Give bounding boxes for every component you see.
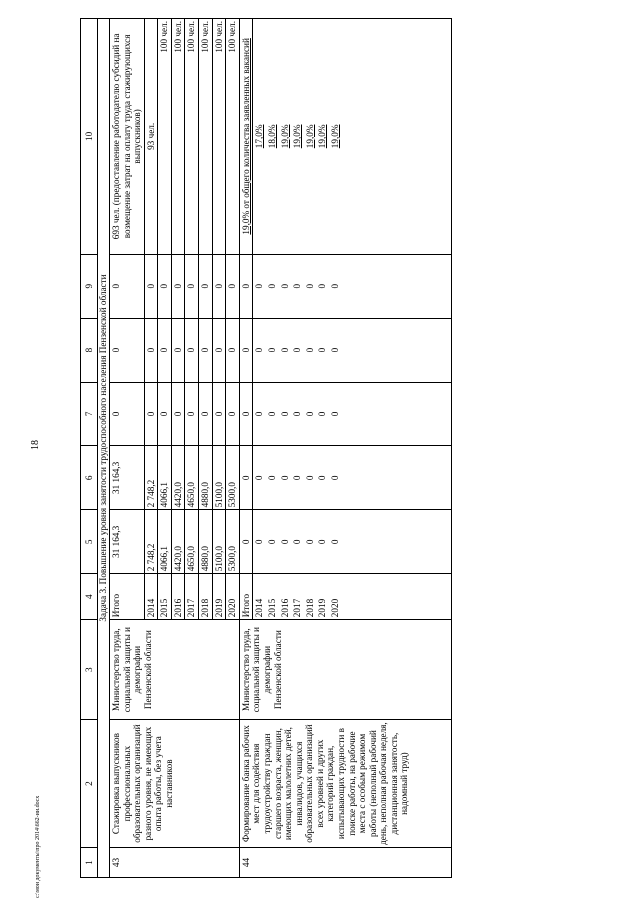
municipal-cell: 0 [329,318,452,382]
other-cell: 0 [239,254,253,318]
total-cell: 4420,0 [171,510,185,574]
indicator-cell: 100 чел. [158,19,172,255]
municipal-cell: 0 [304,318,317,382]
indicator-cell: 17,0% [253,19,266,255]
regional-cell: 4650,0 [185,446,199,510]
total-cell: 0 [304,510,317,574]
executor: Министерство труда, социальной защиты и демографии Пензенской области [239,620,451,720]
regional-cell: 0 [253,446,266,510]
municipal-cell: 0 [279,318,292,382]
federal-cell: 0 [144,382,158,446]
year-cell: Итого [110,574,145,620]
indicator-cell: 100 чел. [212,19,226,255]
other-cell: 0 [291,254,304,318]
other-cell: 0 [316,254,329,318]
regional-cell: 5300,0 [226,446,240,510]
year-cell: 2019 [212,574,226,620]
municipal-cell: 0 [185,318,199,382]
municipal-cell: 0 [110,318,145,382]
other-cell: 0 [171,254,185,318]
federal-cell: 0 [279,382,292,446]
indicator-cell: 100 чел. [226,19,240,255]
municipal-cell: 0 [316,318,329,382]
regional-cell: 4880,0 [199,446,213,510]
column-header: 2 [81,720,98,848]
indicator-cell: 18,0% [266,19,279,255]
federal-cell: 0 [212,382,226,446]
indicator-cell: 93 чел. [144,19,158,255]
regional-cell: 0 [239,446,253,510]
indicator-cell: 100 чел. [185,19,199,255]
indicator-cell: 19,0% [279,19,292,255]
federal-cell: 0 [226,382,240,446]
municipal-cell: 0 [171,318,185,382]
year-cell: 2017 [185,574,199,620]
regional-cell: 0 [329,446,452,510]
indicator-cell: 19,0% [316,19,329,255]
federal-cell: 0 [110,382,145,446]
page-number: 18 [30,440,41,450]
regional-cell: 5100,0 [212,446,226,510]
column-header: 4 [81,574,98,620]
year-cell: 2015 [266,574,279,620]
total-cell: 4650,0 [185,510,199,574]
regional-cell: 4420,0 [171,446,185,510]
item-number: 44 [239,848,451,878]
indicator-cell: 100 чел. [171,19,185,255]
other-cell: 0 [253,254,266,318]
municipal-cell: 0 [266,318,279,382]
federal-cell: 0 [266,382,279,446]
table-row [110,19,145,878]
total-cell: 0 [253,510,266,574]
municipal-cell: 0 [212,318,226,382]
item-number: 43 [110,848,240,878]
total-cell: 0 [266,510,279,574]
federal-cell: 0 [304,382,317,446]
table-row [239,19,253,878]
year-cell: 2015 [158,574,172,620]
regional-cell: 4066,1 [158,446,172,510]
other-cell: 0 [158,254,172,318]
regional-cell: 0 [316,446,329,510]
year-cell: 2016 [171,574,185,620]
column-header: 7 [81,382,98,446]
indicator-cell: 19,0% от общего количества заявленных вакансий [239,19,253,255]
other-cell: 0 [266,254,279,318]
column-header: 9 [81,254,98,318]
municipal-cell: 0 [291,318,304,382]
program-activities-table [80,18,452,878]
total-cell: 31 164,3 [110,510,145,574]
column-header: 1 [81,848,98,878]
activity-name: Формирование банка рабочих мест для содействия трудоустройству граждан старшего возраста, женщин, имеющих малолетних детей, инвалидов, учащихся образовательных организаций всех уровней и других категорий граждан, испытывающих трудности в поиске работы, на рабочие места с особым режимом работы (неполный рабочий день, неполная рабочая неделя, дистанционная занятость, надомный труд) [239,720,451,848]
federal-cell: 0 [239,382,253,446]
total-cell: 5300,0 [226,510,240,574]
year-cell: 2020 [226,574,240,620]
total-cell: 0 [279,510,292,574]
regional-cell: 0 [266,446,279,510]
other-cell: 0 [329,254,452,318]
indicator-cell: 19,0% [329,19,452,255]
federal-cell: 0 [291,382,304,446]
indicator-cell: 19,0% [304,19,317,255]
federal-cell: 0 [199,382,213,446]
total-cell: 4880,0 [199,510,213,574]
total-cell: 4066,1 [158,510,172,574]
year-cell: 2018 [304,574,317,620]
column-header: 8 [81,318,98,382]
year-cell: 2016 [279,574,292,620]
executor: Министерство труда, социальной защиты и демографии Пензенской области [110,620,240,720]
municipal-cell: 0 [158,318,172,382]
indicator-cell: 100 чел. [199,19,213,255]
other-cell: 0 [199,254,213,318]
federal-cell: 0 [185,382,199,446]
task-header: Задача 3. Повышение уровня занятости трудоспособного населения Пензенской области [98,19,110,878]
total-cell: 2 748,2 [144,510,158,574]
rotated-table-container [80,18,625,878]
municipal-cell: 0 [253,318,266,382]
column-header: 3 [81,620,98,720]
column-header: 10 [81,19,98,255]
federal-cell: 0 [316,382,329,446]
total-cell: 0 [316,510,329,574]
year-cell: 2017 [291,574,304,620]
other-cell: 0 [110,254,145,318]
activity-name: Стажировка выпускников профессиональных образовательных организаций разного уровня, не имеющих опыта работы, без учета наставников [110,720,240,848]
column-header: 5 [81,510,98,574]
other-cell: 0 [212,254,226,318]
year-cell: 2014 [144,574,158,620]
indicator-cell: 693 чел. (предоставление работодателю субсидий на возмещение затрат на оплату труда стажирующихся выпускников) [110,19,145,255]
municipal-cell: 0 [226,318,240,382]
federal-cell: 0 [158,382,172,446]
other-cell: 0 [185,254,199,318]
total-cell: 5100,0 [212,510,226,574]
year-cell: 2019 [316,574,329,620]
federal-cell: 0 [329,382,452,446]
federal-cell: 0 [253,382,266,446]
year-cell: 2020 [329,574,452,620]
column-number-row [81,19,98,878]
regional-cell: 0 [304,446,317,510]
footer-file-path: c:\мои документы\про 2014\662-ии.docx [35,795,41,898]
year-cell: Итого [239,574,253,620]
regional-cell: 0 [291,446,304,510]
municipal-cell: 0 [199,318,213,382]
total-cell: 0 [329,510,452,574]
regional-cell: 31 164,3 [110,446,145,510]
year-cell: 2018 [199,574,213,620]
municipal-cell: 0 [239,318,253,382]
federal-cell: 0 [171,382,185,446]
regional-cell: 2 748,2 [144,446,158,510]
indicator-cell: 19,0% [291,19,304,255]
regional-cell: 0 [279,446,292,510]
other-cell: 0 [144,254,158,318]
municipal-cell: 0 [144,318,158,382]
total-cell: 0 [239,510,253,574]
year-cell: 2014 [253,574,266,620]
other-cell: 0 [279,254,292,318]
other-cell: 0 [304,254,317,318]
other-cell: 0 [226,254,240,318]
column-header: 6 [81,446,98,510]
total-cell: 0 [291,510,304,574]
task-header-row [98,19,110,878]
